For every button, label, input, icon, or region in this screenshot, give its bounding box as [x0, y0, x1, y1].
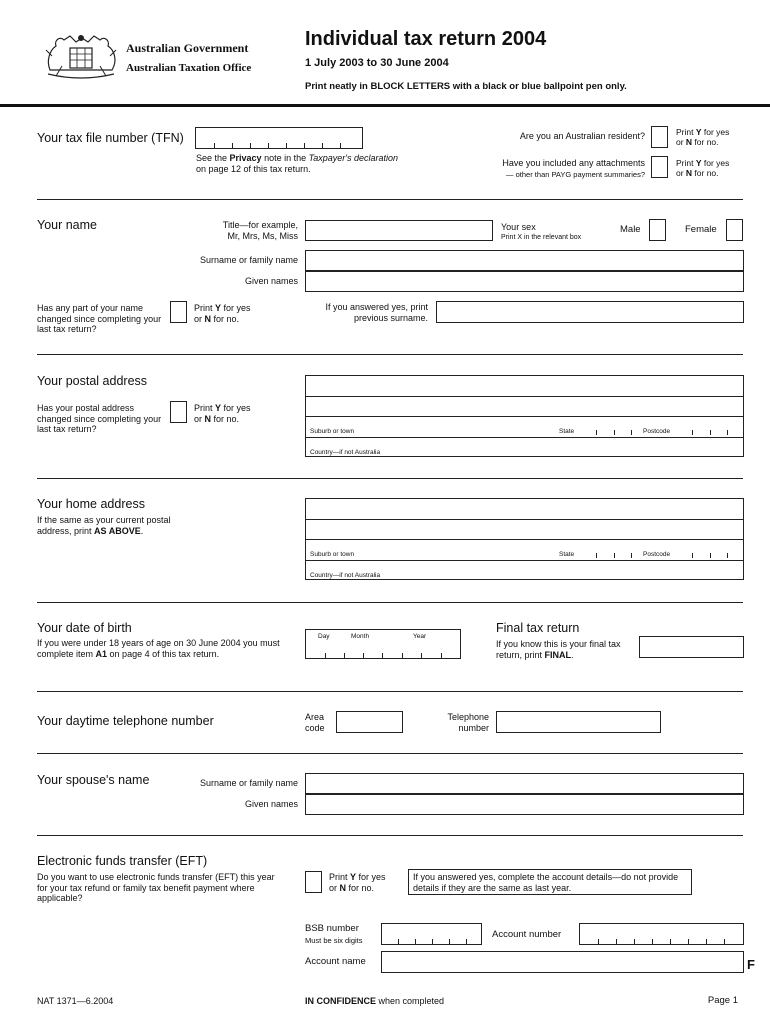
tfn-input[interactable]	[195, 127, 363, 149]
home-address-block[interactable]	[305, 498, 744, 580]
telephone-input[interactable]	[496, 711, 661, 733]
coat-of-arms-logo	[42, 30, 120, 82]
page-number: Page 1	[707, 995, 738, 1006]
telephone-label: Telephone number	[447, 712, 489, 733]
home-line-divider	[306, 539, 743, 540]
sex-label: Your sex	[501, 222, 536, 232]
dob-note: If you were under 18 years of age on 30 June 2004 you must complete item A1 on page 4 of this tax return.	[37, 638, 280, 659]
male-label: Male	[620, 224, 641, 235]
name-changed-hint: Print Y for yes or N for no.	[194, 303, 251, 324]
period: 1 July 2003 to 30 June 2004	[305, 57, 449, 69]
home-state-label: State	[559, 551, 575, 558]
title-input[interactable]	[305, 220, 493, 241]
final-heading: Final tax return	[496, 621, 580, 635]
given-names-label: Given names	[244, 276, 298, 286]
account-number-input[interactable]	[579, 923, 744, 945]
postal-address-block[interactable]	[305, 375, 744, 457]
ato-name: Australian Taxation Office	[126, 62, 252, 74]
resident-yn-box[interactable]	[651, 126, 668, 148]
tfn-label: Your tax file number (TFN)	[37, 131, 184, 145]
divider	[37, 199, 743, 200]
bsb-input[interactable]	[381, 923, 482, 945]
previous-surname-input[interactable]	[436, 301, 744, 323]
divider	[37, 478, 743, 479]
dob-day-label: Day	[318, 633, 330, 640]
eft-heading: Electronic funds transfer (EFT)	[37, 854, 208, 868]
name-changed-question: Has any part of your name changed since completing your last tax return?	[37, 303, 162, 334]
account-name-label: Account name	[305, 956, 366, 967]
postal-line-divider	[306, 396, 743, 397]
divider	[37, 753, 743, 754]
postal-heading: Your postal address	[37, 374, 148, 388]
instruction: Print neatly in BLOCK LETTERS with a black or blue ballpoint pen only.	[305, 81, 627, 92]
previous-surname-label: If you answered yes, print previous surname.	[325, 302, 428, 323]
home-note: If the same as your current postal address, print AS ABOVE.	[37, 515, 171, 536]
header-rule	[0, 104, 770, 107]
spouse-given-input[interactable]	[305, 794, 744, 815]
home-heading: Your home address	[37, 497, 145, 511]
dob-heading: Your date of birth	[37, 621, 132, 635]
dob-year-label: Year	[413, 633, 427, 640]
gov-name: Australian Government	[126, 41, 249, 55]
male-box[interactable]	[649, 219, 666, 241]
sex-hint: Print X in the relevant box	[501, 234, 582, 241]
bsb-sub: Must be six digits	[305, 936, 363, 945]
postal-line-divider	[306, 416, 743, 417]
given-names-input[interactable]	[305, 271, 744, 292]
name-changed-box[interactable]	[170, 301, 187, 323]
final-input[interactable]	[639, 636, 744, 658]
postal-country-label: Country—if not Australia	[310, 449, 381, 456]
title-hint: Title—for example, Mr, Mrs, Ms, Miss	[222, 220, 298, 241]
dob-input[interactable]	[305, 629, 461, 659]
resident-question: Are you an Australian resident?	[519, 131, 645, 141]
account-number-label: Account number	[492, 929, 562, 940]
attachments-sub: — other than PAYG payment summaries?	[506, 170, 645, 179]
home-line-divider	[306, 560, 743, 561]
dob-month-label: Month	[351, 633, 370, 640]
postal-postcode-label: Postcode	[643, 428, 671, 435]
final-note: If you know this is your final tax return, print FINAL.	[496, 639, 621, 660]
spouse-surname-input[interactable]	[305, 773, 744, 794]
area-code-label: Area code	[305, 712, 325, 733]
tfn-privacy-note: See the Privacy note in the Taxpayer's declaration on page 12 of this tax return.	[196, 153, 399, 174]
attachments-yn-hint: Print Y for yes or N for no.	[676, 158, 730, 178]
postal-suburb-label: Suburb or town	[310, 428, 355, 435]
home-postcode-label: Postcode	[643, 551, 671, 558]
eft-info-text: If you answered yes, complete the account details—do not provide details if they are the same as last year.	[413, 872, 679, 893]
postal-line-divider	[306, 437, 743, 438]
postal-state-label: State	[559, 428, 575, 435]
page-marker: F	[747, 957, 755, 972]
bsb-label: BSB number	[305, 923, 359, 934]
form-code: NAT 1371—6.2004	[37, 996, 114, 1006]
attachments-question: Have you included any attachments	[502, 158, 645, 168]
divider	[37, 602, 743, 603]
female-label: Female	[685, 224, 717, 235]
postal-changed-question: Has your postal address changed since completing your last tax return?	[37, 403, 162, 434]
divider	[37, 835, 743, 836]
eft-info-box	[408, 869, 692, 895]
female-box[interactable]	[726, 219, 743, 241]
resident-yn-hint: Print Y for yes or N for no.	[676, 127, 730, 147]
eft-yn-hint: Print Y for yes or N for no.	[329, 872, 386, 893]
home-country-label: Country—if not Australia	[310, 572, 381, 579]
home-line-divider	[306, 519, 743, 520]
divider	[37, 354, 743, 355]
name-heading: Your name	[37, 218, 97, 232]
eft-yn-box[interactable]	[305, 871, 322, 893]
postal-changed-box[interactable]	[170, 401, 187, 423]
eft-question: Do you want to use electronic funds transfer (EFT) this year for your tax refund or family tax benefit payment where applicable?	[37, 872, 275, 903]
page-title: Individual tax return 2004	[305, 28, 547, 50]
divider	[37, 691, 743, 692]
area-code-input[interactable]	[336, 711, 403, 733]
surname-label: Surname or family name	[199, 255, 298, 265]
surname-input[interactable]	[305, 250, 744, 271]
spouse-given-label: Given names	[244, 799, 298, 809]
spouse-heading: Your spouse's name	[37, 773, 150, 787]
confidence-note: IN CONFIDENCE when completed	[305, 996, 445, 1006]
home-suburb-label: Suburb or town	[310, 551, 355, 558]
account-name-input[interactable]	[381, 951, 744, 973]
spouse-surname-label: Surname or family name	[199, 778, 298, 788]
postal-changed-hint: Print Y for yes or N for no.	[194, 403, 251, 424]
phone-heading: Your daytime telephone number	[37, 714, 214, 728]
attachments-yn-box[interactable]	[651, 156, 668, 178]
